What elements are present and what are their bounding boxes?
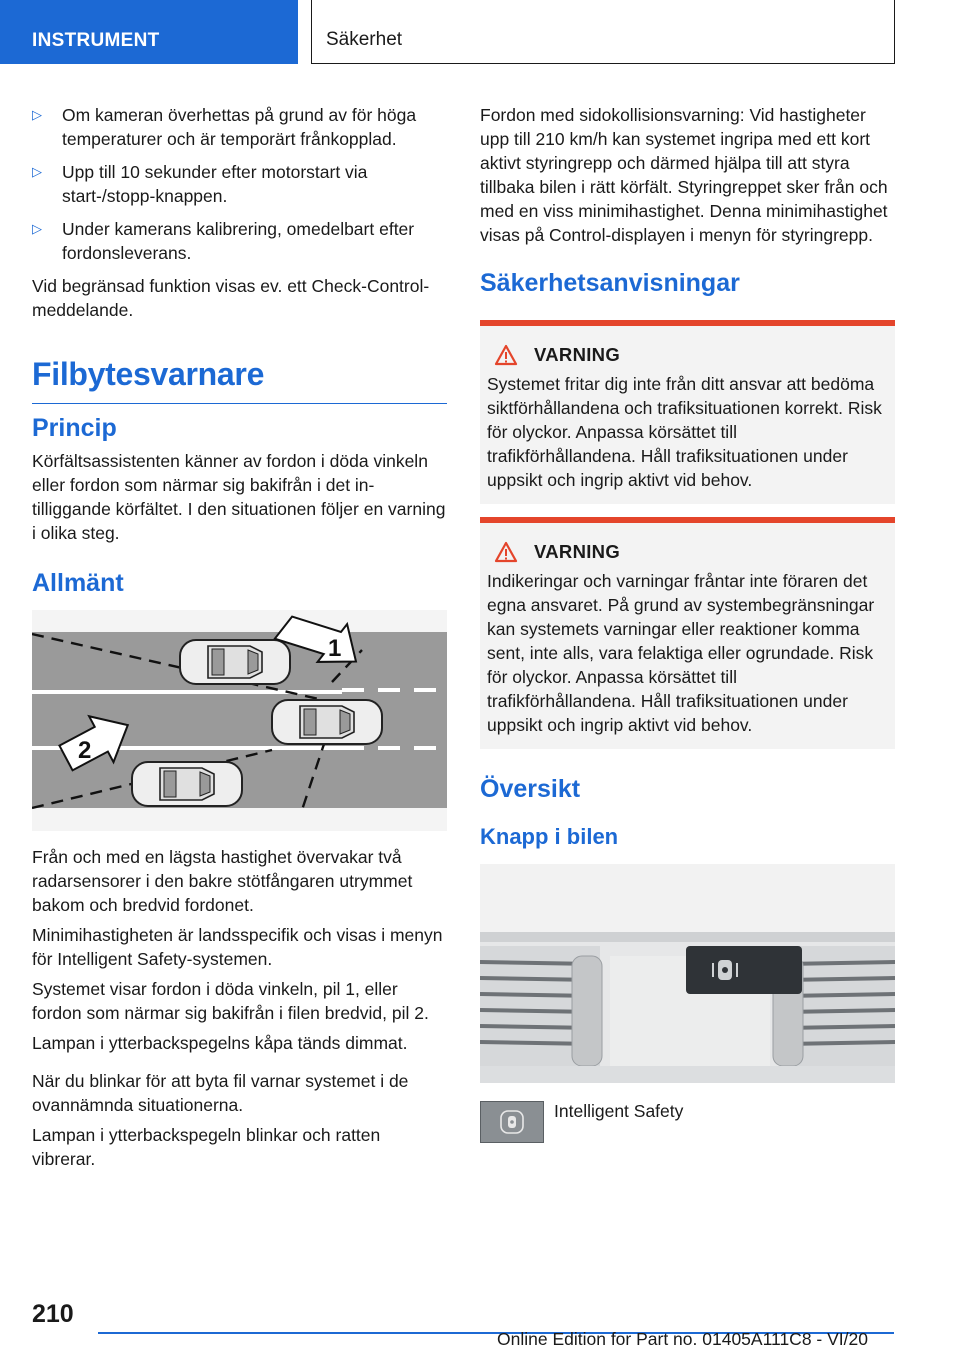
page-number: 210 bbox=[32, 1300, 74, 1328]
warning-triangle-icon bbox=[494, 344, 518, 366]
list-item: ▷ Under kamerans kalibrering, omedelbart efter fordonsleverans. bbox=[32, 219, 415, 263]
paragraph-indicator: När du blinkar för att byta fil varnar systemet i de ovannämnda situationerna. bbox=[32, 1071, 409, 1115]
paragraph-radar: Från och med en lägsta hastighet övervakar två radarsensorer i den bakre stötfångaren utrymmet bakom och bredvid fordonet. bbox=[32, 847, 413, 915]
section-title: INSTRUMENT bbox=[32, 30, 160, 51]
heading-filbytesvarnare: Filbytesvarnare bbox=[32, 356, 447, 404]
heading-allmant: Allmänt bbox=[32, 569, 124, 597]
paragraph-min-speed: Minimihastigheten är landsspecifik och visas i menyn för Intelligent Safety-systemen. bbox=[32, 925, 443, 969]
lane-change-illustration bbox=[32, 610, 447, 831]
warning-box bbox=[480, 320, 895, 504]
left-column bbox=[32, 103, 447, 1177]
warning-triangle-icon bbox=[494, 541, 518, 563]
heading-sakerhetsanvisningar: Säkerhetsanvisningar bbox=[480, 269, 740, 297]
paragraph-mirror-blink: Lampan i ytterbackspegeln blinkar och ratten vibrerar. bbox=[32, 1125, 381, 1169]
section-tab bbox=[0, 0, 298, 64]
svg-text:2: 2 bbox=[78, 737, 92, 764]
heading-princip: Princip bbox=[32, 414, 117, 442]
right-column bbox=[480, 103, 895, 1143]
button-location-photo bbox=[480, 864, 895, 1083]
warning-label: VARNING bbox=[534, 344, 621, 365]
list-item: ▷ Upp till 10 sekunder efter motorstart via start-/stopp-knappen. bbox=[32, 162, 368, 206]
warning-text: Systemet fritar dig inte från ditt ansvar att bedöma siktförhållandena och trafiksituationen korrekt. Risk för olyckor. Anpassa körsättet till trafikförhållandena. Håll trafiksituationen under uppsikt och ingrip aktivt vid behov. bbox=[487, 374, 882, 490]
paragraph-limited-function: Vid begränsad funktion visas ev. ett Check-Control-meddelande. bbox=[32, 276, 430, 320]
svg-text:1: 1 bbox=[328, 635, 342, 662]
condition-list bbox=[32, 103, 447, 265]
paragraph-side-collision: Fordon med sidokollisionsvarning: Vid hastigheter upp till 210 km/h kan systemet ingripa med ett kort aktivt styringrepp och därmed hjälpa till att styra tillbaka bilen i rätt körfält. Styringreppet sker från och med en viss minimihastighet. Denna minimihastighet visas på Control-displayen i menyn för styringrepp. bbox=[480, 105, 888, 245]
warning-box bbox=[480, 517, 895, 749]
heading-knapp-i-bilen: Knapp i bilen bbox=[480, 824, 619, 849]
chapter-title: Säkerhet bbox=[326, 29, 403, 50]
legend-label: Intelligent Safety bbox=[554, 1101, 684, 1121]
warning-text: Indikeringar och varningar fråntar inte föraren det egna ansvaret. På grund av systembegränsningar kan systemets varningar eller reaktioner komma sent, inte alls, vara felaktiga eller ogrundade. Risk för olyckor. Anpassa körsättet till trafikförhållandena. Håll trafiksituationen under uppsikt och ingrip aktivt vid behov. bbox=[487, 571, 875, 735]
footer-edition: Online Edition for Part no. 01405A111C8 - VI/20 bbox=[497, 1329, 868, 1349]
paragraph-mirror-dim: Lampan i ytterbackspegelns kåpa tänds dimmat. bbox=[32, 1033, 408, 1053]
warning-label: VARNING bbox=[534, 541, 621, 562]
heading-oversikt: Översikt bbox=[480, 775, 581, 803]
triangle-bullet-icon: ▷ bbox=[32, 221, 42, 236]
intelligent-safety-button-icon bbox=[480, 1101, 544, 1143]
list-item: ▷ Om kameran överhettas på grund av för höga temperaturer och är temporärt frånkopplad. bbox=[32, 105, 417, 149]
triangle-bullet-icon: ▷ bbox=[32, 107, 42, 122]
legend-row bbox=[480, 1101, 895, 1143]
triangle-bullet-icon: ▷ bbox=[32, 164, 42, 179]
chapter-tab bbox=[311, 0, 895, 64]
paragraph-display: Systemet visar fordon i döda vinkeln, pil 1, eller fordon som närmar sig bakifrån i filen bredvid, pil 2. bbox=[32, 979, 429, 1023]
paragraph-princip: Körfältsassistenten känner av fordon i döda vinkeln eller fordon som närmar sig bakifrån i det intilliggande körfältet. I den situationen följer en varning i olika steg. bbox=[32, 451, 446, 543]
